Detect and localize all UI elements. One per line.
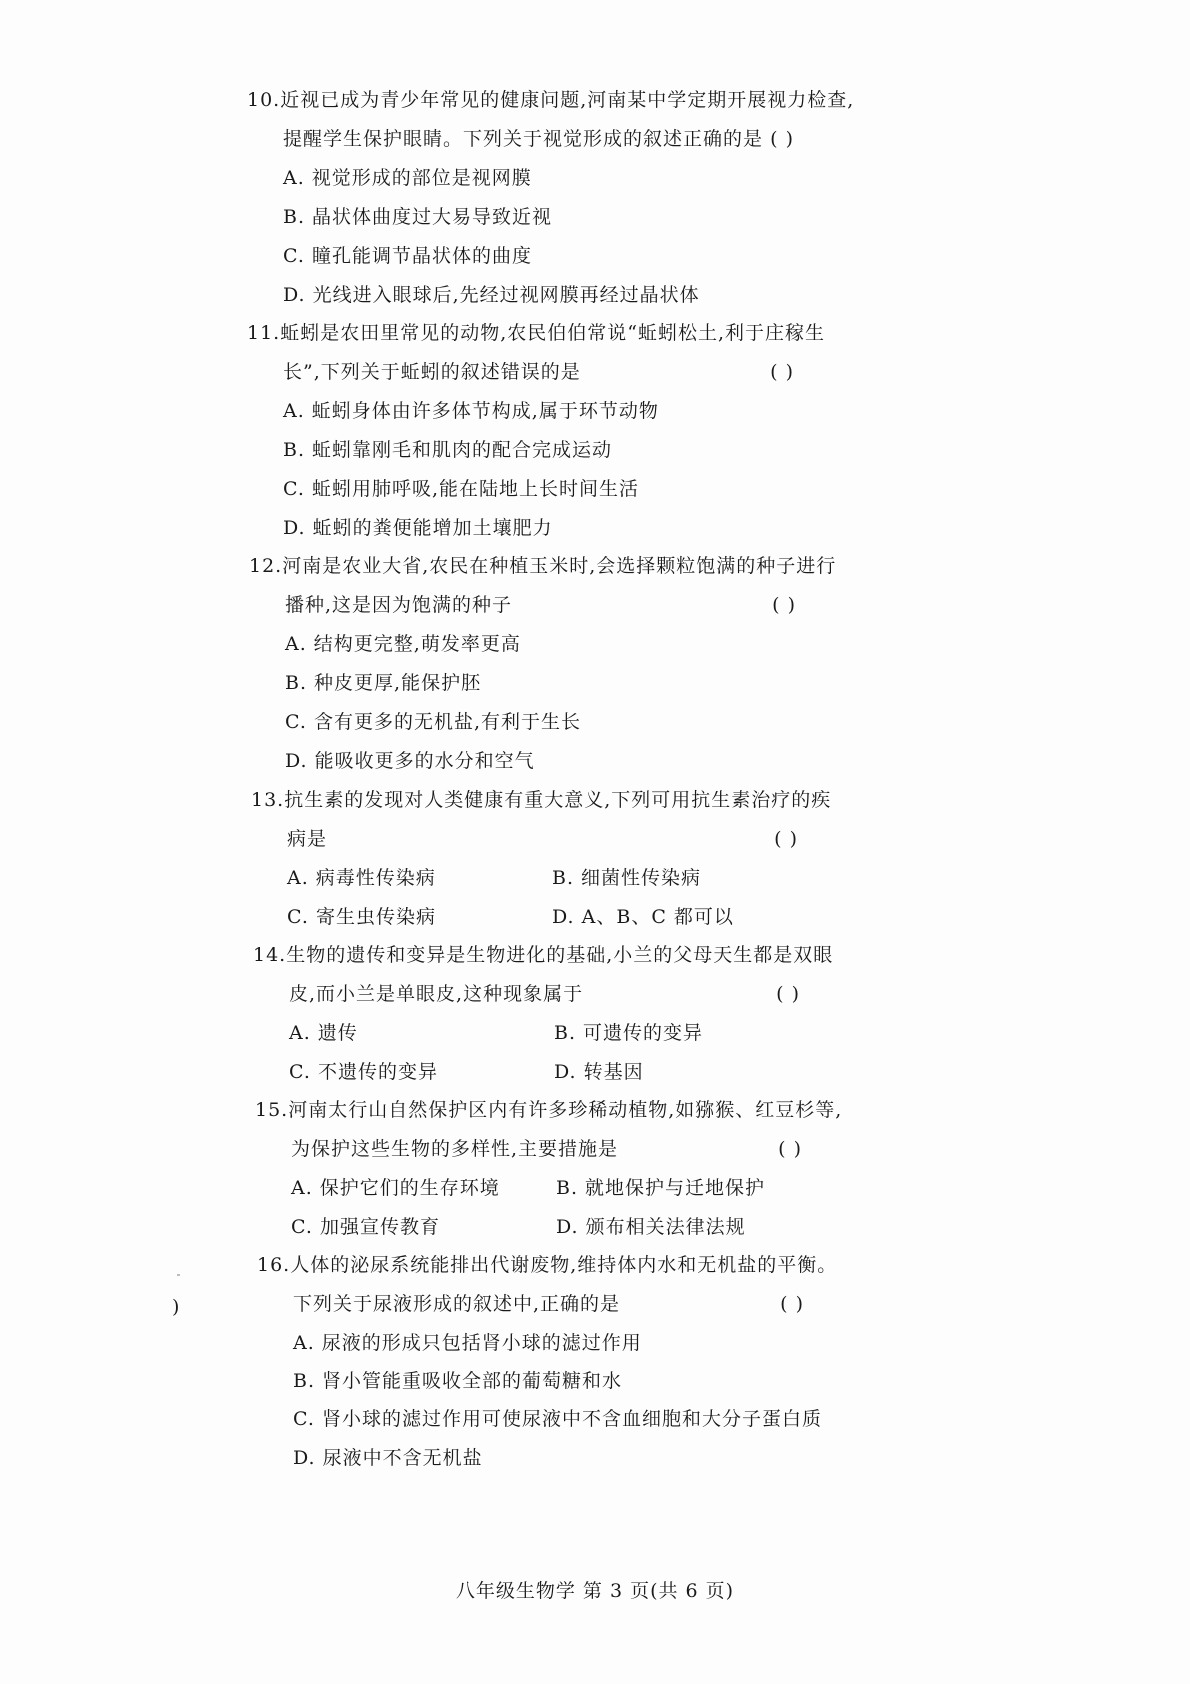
question-stem-text: 皮,而小兰是单眼皮,这种现象属于 <box>289 983 584 1005</box>
option-a: A. 保护它们的生存环境 <box>291 1177 500 1199</box>
question-stem-line-2 <box>285 594 832 616</box>
question-12 <box>249 555 837 616</box>
option-b: B. 种皮更厚,能保护胚 <box>285 672 482 694</box>
question-stem-text: 为保护这些生物的多样性,主要措施是 <box>291 1138 619 1160</box>
option-d: D. 蚯蚓的粪便能增加土壤肥力 <box>283 517 553 539</box>
question-stem-line-1 <box>255 1099 843 1121</box>
option-d: D. 能吸收更多的水分和空气 <box>285 750 535 772</box>
question-stem-line-2 <box>283 361 830 383</box>
question-stem-text: 河南是农业大省,农民在种植玉米时,会选择颗粒饱满的种子进行 <box>282 555 837 577</box>
option-a: A. 尿液的形成只包括肾小球的滤过作用 <box>293 1332 642 1354</box>
question-stem-text: 近视已成为青少年常见的健康问题,河南某中学定期开展视力检查, <box>280 89 855 111</box>
question-number: 15. <box>255 1099 289 1121</box>
option-c: C. 肾小球的滤过作用可使尿液中不含血细胞和大分子蛋白质 <box>293 1408 822 1430</box>
question-stem-line-1 <box>247 322 830 344</box>
question-stem-text: 下列关于尿液形成的叙述中,正确的是 <box>293 1293 621 1315</box>
question-15 <box>255 1099 843 1160</box>
stray-margin-mark: ) <box>172 1296 180 1318</box>
scan-speck <box>177 1274 180 1276</box>
question-stem-line-1 <box>247 89 855 111</box>
question-10 <box>247 89 855 150</box>
question-stem-line-2 <box>289 983 836 1005</box>
answer-blank: ( ) <box>778 1138 802 1160</box>
option-b: B. 肾小管能重吸收全部的葡萄糖和水 <box>293 1370 623 1392</box>
question-stem-line-2 <box>287 828 834 850</box>
question-stem-line-2 <box>283 128 830 150</box>
question-14 <box>253 944 836 1005</box>
option-d: D. A、B、C 都可以 <box>552 906 734 928</box>
answer-blank: ( ) <box>780 1293 804 1315</box>
option-d: D. 颁布相关法律法规 <box>556 1216 746 1238</box>
option-b: B. 细菌性传染病 <box>552 867 702 889</box>
option-c: C. 含有更多的无机盐,有利于生长 <box>285 711 581 733</box>
option-a: A. 蚯蚓身体由许多体节构成,属于环节动物 <box>283 400 659 422</box>
question-number: 10. <box>247 89 281 111</box>
question-stem-line-2 <box>291 1138 838 1160</box>
question-number: 13. <box>251 789 285 811</box>
option-b: B. 蚯蚓靠刚毛和肌肉的配合完成运动 <box>283 439 613 461</box>
question-stem-text: 抗生素的发现对人类健康有重大意义,下列可用抗生素治疗的疾 <box>284 789 832 811</box>
question-stem-line-1 <box>253 944 836 966</box>
question-number: 14. <box>253 944 287 966</box>
question-number: 16. <box>257 1254 291 1276</box>
question-stem-line-1 <box>257 1254 840 1276</box>
option-d: D. 尿液中不含无机盐 <box>293 1447 483 1469</box>
option-c: C. 加强宣传教育 <box>291 1216 440 1238</box>
question-stem-text: 提醒学生保护眼睛。下列关于视觉形成的叙述正确的是 <box>283 128 764 150</box>
answer-blank: ( ) <box>770 128 794 150</box>
option-c: C. 蚯蚓用肺呼吸,能在陆地上长时间生活 <box>283 478 639 500</box>
option-b: B. 可遗传的变异 <box>554 1022 704 1044</box>
question-number: 11. <box>247 322 281 344</box>
question-stem-text: 长”,下列关于蚯蚓的叙述错误的是 <box>283 361 581 383</box>
question-stem-text: 播种,这是因为饱满的种子 <box>285 594 513 616</box>
option-c: C. 寄生虫传染病 <box>287 906 436 928</box>
option-a: A. 结构更完整,萌发率更高 <box>285 633 521 655</box>
question-stem-text: 人体的泌尿系统能排出代谢废物,维持体内水和无机盐的平衡。 <box>290 1254 838 1276</box>
question-number: 12. <box>249 555 283 577</box>
question-stem-line-1 <box>249 555 837 577</box>
answer-blank: ( ) <box>772 594 796 616</box>
option-b: B. 就地保护与迁地保护 <box>556 1177 766 1199</box>
option-b: B. 晶状体曲度过大易导致近视 <box>283 206 553 228</box>
question-stem-line-2 <box>293 1293 840 1315</box>
page-footer: 八年级生物学 第 3 页(共 6 页) <box>455 1580 735 1602</box>
option-c: C. 瞳孔能调节晶状体的曲度 <box>283 245 532 267</box>
option-d: D. 光线进入眼球后,先经过视网膜再经过晶状体 <box>283 284 700 306</box>
question-stem-text: 蚯蚓是农田里常见的动物,农民伯伯常说“蚯蚓松土,利于庄稼生 <box>280 322 826 344</box>
question-stem-text: 河南太行山自然保护区内有许多珍稀动植物,如猕猴、红豆杉等, <box>288 1099 843 1121</box>
answer-blank: ( ) <box>770 361 794 383</box>
option-c: C. 不遗传的变异 <box>289 1061 438 1083</box>
question-stem-text: 生物的遗传和变异是生物进化的基础,小兰的父母天生都是双眼 <box>286 944 834 966</box>
option-a: A. 遗传 <box>289 1022 358 1044</box>
option-d: D. 转基因 <box>554 1061 644 1083</box>
question-16 <box>257 1254 840 1315</box>
option-a: A. 病毒性传染病 <box>287 867 436 889</box>
question-stem-text: 病是 <box>287 828 328 850</box>
answer-blank: ( ) <box>774 828 798 850</box>
question-13 <box>251 789 834 850</box>
question-11 <box>247 322 830 383</box>
option-a: A. 视觉形成的部位是视网膜 <box>283 167 532 189</box>
question-stem-line-1 <box>251 789 834 811</box>
answer-blank: ( ) <box>776 983 800 1005</box>
